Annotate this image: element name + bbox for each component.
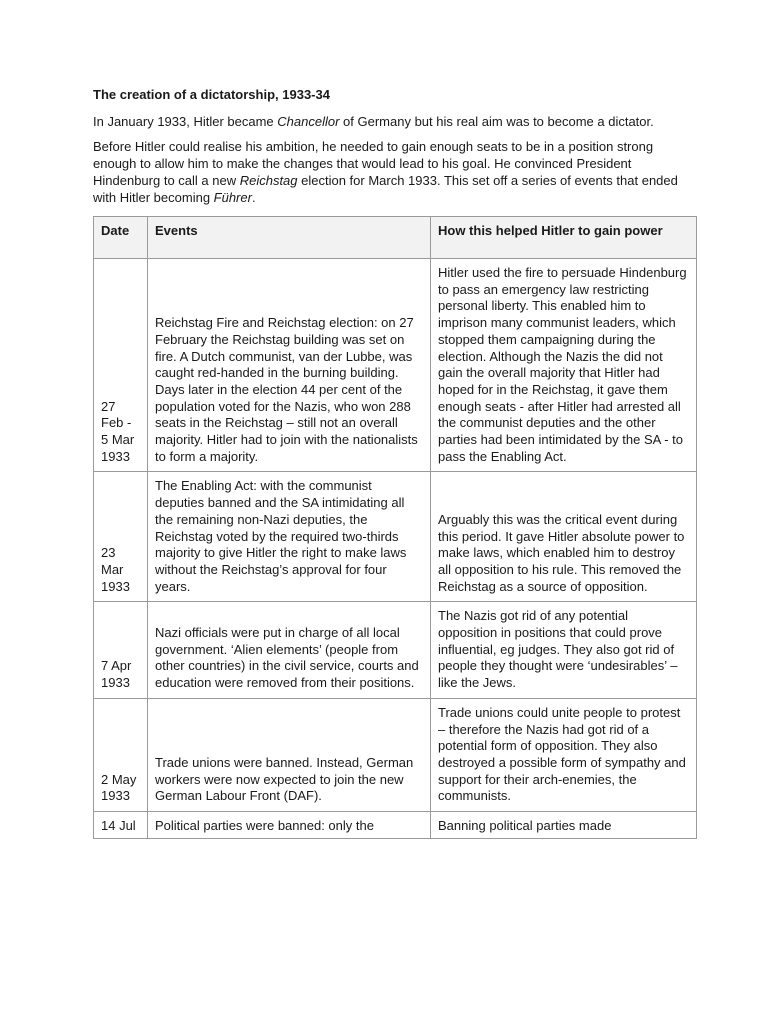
row-date: 27 Feb - 5 Mar 1933 bbox=[94, 259, 148, 472]
document-title: The creation of a dictatorship, 1933-34 bbox=[93, 87, 330, 102]
intro-text: election for March 1933. This set off a series of events that ended with Hitler becoming bbox=[93, 173, 678, 205]
table-row bbox=[94, 259, 697, 472]
row-how: The Nazis got rid of any potential opposition in positions that could prove influential, eg judges. They also got rid of people they thought were ‘undesirables’ – like the Jews. bbox=[431, 602, 697, 699]
row-event: The Enabling Act: with the communist deputies banned and the SA intimidating all the remaining non-Nazi deputies, the Reichstag voted by the required two-thirds majority to give Hitler the right to make laws without the Reichstag’s approval for four years. bbox=[148, 472, 431, 602]
intro-emphasis: Führer bbox=[213, 190, 252, 205]
row-event: Trade unions were banned. Instead, German workers were now expected to join the new German Labour Front (DAF). bbox=[148, 698, 431, 811]
row-how: Banning political parties made bbox=[431, 812, 697, 839]
row-date: 14 Jul bbox=[94, 812, 148, 839]
row-how: Trade unions could unite people to protest – therefore the Nazis had got rid of a potential form of opposition. They also destroyed a possible form of sympathy and support for their arch-enemies, the communists. bbox=[431, 698, 697, 811]
row-event: Nazi officials were put in charge of all local government. ‘Alien elements’ (people from other countries) in the civil service, courts and education were removed from their positions. bbox=[148, 602, 431, 699]
table-row bbox=[94, 472, 697, 602]
intro-text: In January 1933, Hitler became bbox=[93, 114, 278, 129]
row-how: Arguably this was the critical event during this period. It gave Hitler absolute power to make laws, which enabled him to destroy all opposition to his rule. This removed the Reichstag as a source of opposition. bbox=[431, 472, 697, 602]
events-table bbox=[93, 216, 697, 839]
intro-text: of Germany but his real aim was to become a dictator. bbox=[339, 114, 654, 129]
table-row bbox=[94, 602, 697, 699]
row-how: Hitler used the fire to persuade Hindenburg to pass an emergency law restricting personal liberty. This enabled him to imprison many communist leaders, which stopped them campaigning during the election. Although the Nazis the did not gain the overall majority that Hitler had hoped for in the Reichstag, it gave them enough seats - after Hitler had arrested all the communist deputies and the other parties had been intimidated by the SA - to pass the Enabling Act. bbox=[431, 259, 697, 472]
intro-emphasis: Reichstag bbox=[239, 173, 298, 188]
intro-text: Before Hitler could realise his ambition, he needed to gain enough seats to be in a position strong enough to allow him to make the changes that would lead to his goal. He convinced President Hindenburg to call a new bbox=[93, 139, 654, 188]
intro-paragraph-1 bbox=[93, 113, 696, 130]
header-how: How this helped Hitler to gain power bbox=[431, 217, 697, 259]
header-events: Events bbox=[148, 217, 431, 259]
table-header-row bbox=[94, 217, 697, 259]
row-date: 23 Mar 1933 bbox=[94, 472, 148, 602]
row-date: 2 May 1933 bbox=[94, 698, 148, 811]
table-row bbox=[94, 698, 697, 811]
row-event: Political parties were banned: only the bbox=[148, 812, 431, 839]
row-event: Reichstag Fire and Reichstag election: on 27 February the Reichstag building was set on fire. A Dutch communist, van der Lubbe, was caught red-handed in the burning building. Days later in the election 44 per cent of the population voted for the Nazis, who won 288 seats in the Reichstag – still not an overall majority. Hitler had to join with the nationalists to form a majority. bbox=[148, 259, 431, 472]
intro-text: . bbox=[251, 190, 256, 205]
intro-paragraph-2 bbox=[93, 138, 696, 206]
intro-emphasis: Chancellor bbox=[277, 114, 340, 129]
header-date: Date bbox=[94, 217, 148, 259]
row-date: 7 Apr 1933 bbox=[94, 602, 148, 699]
document-page bbox=[93, 86, 696, 839]
table-row bbox=[94, 812, 697, 839]
